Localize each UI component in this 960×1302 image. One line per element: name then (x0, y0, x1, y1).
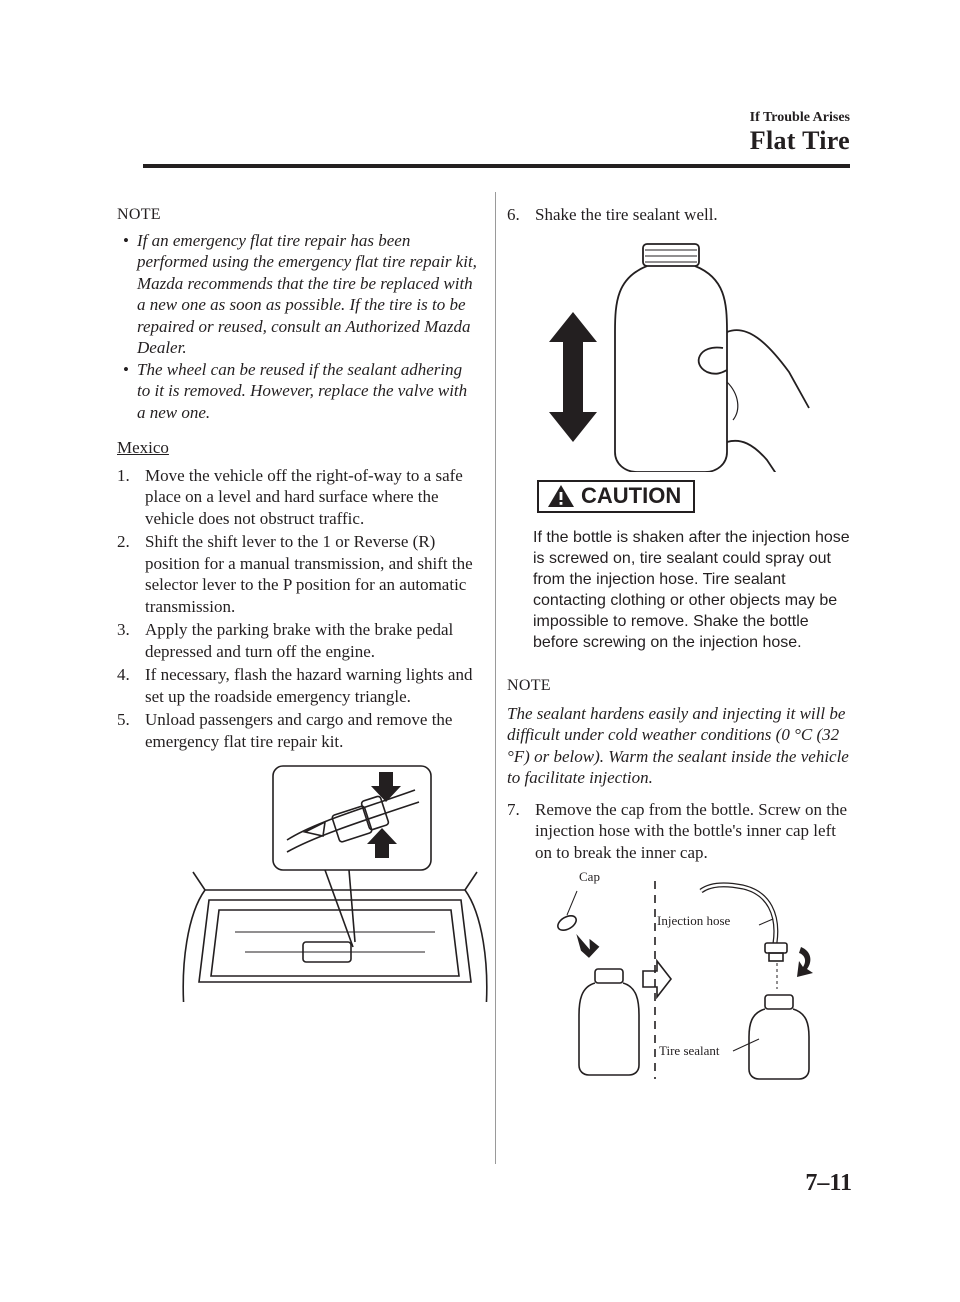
step-list (117, 465, 477, 753)
sealant-label: Tire sealant (659, 1043, 720, 1058)
step-list (507, 204, 853, 226)
step-item (117, 709, 477, 752)
warning-triangle-icon (547, 484, 575, 508)
hose-label: Injection hose (657, 913, 731, 928)
note-text: The wheel can be reused if the sealant adhering to it is removed. However, replace the valve with a new one. (137, 359, 468, 422)
step-item (117, 465, 477, 530)
step-number: 3. (117, 620, 130, 639)
caution-text: If the bottle is shaken after the injection hose is screwed on, tire sealant could spray out from the injection hose. Tire sealant contacting clothing or other objects may be impossible to remove. Shake the bottle before screwing on the injection hose. (533, 529, 850, 651)
cap-label: Cap (579, 869, 600, 884)
step-text: Shift the shift lever to the 1 or Reverse (R) position for a manual transmission, and shift the selector lever to the P position for an automatic transmission. (145, 532, 473, 616)
note-heading: NOTE (507, 677, 551, 694)
step-text: Unload passengers and cargo and remove the emergency flat tire repair kit. (145, 710, 453, 751)
shake-bottle-illustration (527, 232, 847, 472)
chapter-title: Flat Tire (749, 126, 850, 155)
page-number: 7–11 (805, 1170, 852, 1196)
note-item (117, 230, 477, 359)
caution-box (507, 480, 853, 654)
bullet-icon: • (123, 359, 129, 379)
note-text: The sealant hardens easily and injecting it will be difficult under cold weather conditions (0 °C (32 °F) or below). Warm the sealant inside the vehicle to facilitate injection. (507, 703, 849, 787)
note-text: If an emergency flat tire repair has been performed using the emergency flat tire repair kit, Mazda recommends that the tire be replaced with a new one as soon as possible. If the tire is to be repaired or reused, consult an Authorized Mazda Dealer. (137, 230, 477, 357)
step-number: 2. (117, 532, 130, 551)
header-rule (143, 164, 850, 168)
bullet-icon: • (123, 230, 129, 250)
step-number: 1. (117, 465, 130, 485)
section-title: If Trouble Arises (749, 110, 850, 125)
cap-hose-illustration (533, 865, 853, 1085)
step-text: Move the vehicle off the right-of-way to a safe place on a level and hard surface where the vehicle does not obstruct traffic. (145, 465, 463, 528)
caution-badge (537, 480, 695, 513)
trunk-kit-illustration (175, 762, 495, 1002)
step-item (507, 799, 853, 864)
step-list (507, 799, 853, 864)
left-column (117, 204, 477, 1002)
step-text: Remove the cap from the bottle. Screw on the injection hose with the bottle's inner cap left on to break the inner cap. (535, 799, 848, 862)
step-item (507, 204, 853, 226)
note-item (117, 359, 477, 424)
step-text: If necessary, flash the hazard warning lights and set up the roadside emergency triangle. (145, 665, 473, 706)
step-text: Apply the parking brake with the brake pedal depressed and turn off the engine. (145, 620, 454, 661)
step-number: 5. (117, 710, 130, 729)
step-item (117, 531, 477, 617)
subheading-mexico: Mexico (117, 438, 169, 457)
step-item (117, 664, 477, 707)
step-text: Shake the tire sealant well. (535, 205, 718, 224)
note-heading: NOTE (117, 206, 161, 223)
caution-label: CAUTION (581, 482, 682, 508)
step-item (117, 619, 477, 662)
note-list (117, 230, 477, 424)
step-number: 7. (507, 799, 520, 819)
step-number: 6. (507, 205, 520, 224)
column-divider (495, 192, 496, 1164)
step-number: 4. (117, 665, 130, 684)
note-section (507, 675, 853, 789)
right-column (507, 204, 853, 1085)
